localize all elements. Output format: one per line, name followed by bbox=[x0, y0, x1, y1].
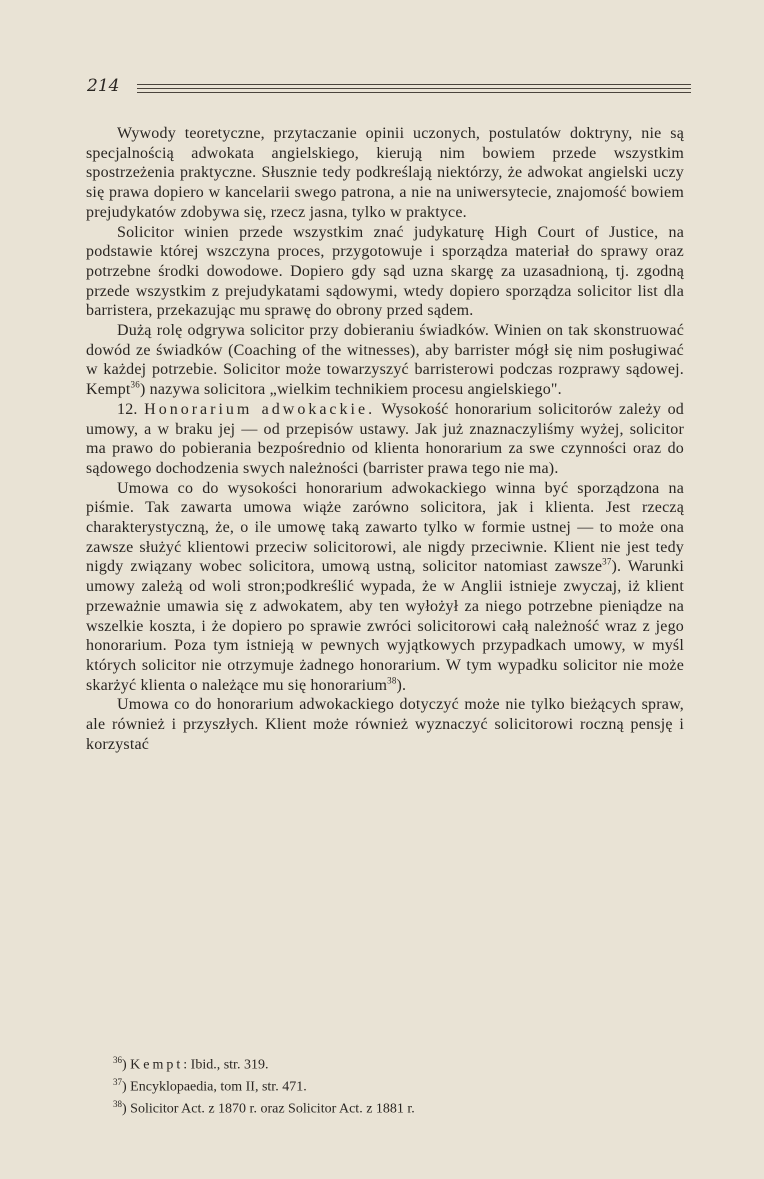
footnote: $^{37}$) Encyklopaedia, tom II, str. 471. bbox=[113, 1077, 307, 1095]
footnote-text: : Ibid., str. 319. bbox=[183, 1057, 269, 1073]
page-header bbox=[87, 76, 691, 96]
paragraph-text: ). Warunki umowy zależą od woli stron;podkreślić wypada, że w Anglii istnieje zwyczaj, iż klient przeważnie umawia się z adwokatem, aby ten wyłożył za niego potrzebne pieniądze na wszelkie koszta, i że dopiero po sprawie zwróci solicitorowi całą należność wraz z jego honorarium. Poza tym istnieją w pewnych wyjątkowych przypadkach umowy, w myśl których solicitor nie otrzymuje żadnego honorarium. W tym wypadku solicitor nie może skarżyć klienta o należące mu się honorarium bbox=[86, 558, 684, 694]
paragraph: Solicitor winien przede wszystkim znać judykaturę High Court of Justice, na podstawie której wszczyna proces, przygotowuje i sporządza materiał do sprawy oraz potrzebne środki dowodowe. Dopiero gdy sąd uzna skargę za uzasadnioną, tj. zgodną przede wszystkim z prejudykatami sądowymi, wtedy dopiero sporządza solicitor list dla barristera, przekazując mu sprawę do obrony przed sądem. bbox=[86, 223, 684, 320]
footnote-ref: 36 bbox=[130, 379, 140, 390]
paragraph bbox=[86, 400, 684, 479]
paragraph-text: Wysokość honorarium solicitorów zależy od umowy, a w braku jej — od przepisów ustawy. Jak już znaznaczyliśmy wyżej, solicitor ma prawo do pobierania bezpośrednio od klienta honorarium za swe czynności oraz do sądowego dochodzenia swych należności (barrister prawa tego nie ma). bbox=[86, 400, 684, 477]
paragraph-text: Dużą rolę odgrywa solicitor przy dobieraniu świadków. Winien on tak skonstruować dowód ze świadków (Coaching of the witnesses), aby barrister mógł się nim posługiwać w każdej potrzebie. Solicitor może towarzyszyć barristerowi podczas rozprawy sądowej. Kempt bbox=[86, 322, 684, 399]
footnotes bbox=[86, 1052, 686, 1118]
footnote-author: Kempt bbox=[130, 1057, 184, 1073]
header-rule bbox=[137, 92, 691, 93]
section-number: 12. bbox=[117, 400, 138, 418]
paragraph: Wywody teoretyczne, przytaczanie opinii uczonych, postulatów doktryny, nie są specjalnością adwokata angielskiego, kierują nim bowiem przede wszystkim spostrzeżenia praktyczne. Słusznie tedy podkreślają niektórzy, że adwokat angielski uczy się prawa dopiero w kancelarii swego patrona, a nie na uniwersytecie, znajomość bowiem prejudykatów zdobywa się, rzecz jasna, tylko w praktyce. bbox=[86, 125, 684, 221]
footnote: $^{36}$) Kempt: Ibid., str. 319. bbox=[113, 1055, 269, 1073]
footnote-text: Solicitor Act. z 1870 r. oraz Solicitor Act. z 1881 r. bbox=[130, 1101, 415, 1117]
header-rule bbox=[137, 88, 691, 89]
header-rule bbox=[137, 84, 691, 85]
footnote-text: Encyklopaedia, tom II, str. 471. bbox=[130, 1079, 307, 1095]
page-number: 214 bbox=[87, 76, 120, 96]
footnote-ref: 38 bbox=[387, 675, 397, 686]
footnote-mark: 36 bbox=[113, 1055, 122, 1065]
paragraph: Umowa co do honorarium adwokackiego dotyczyć może nie tylko bieżących spraw, ale również i przyszłych. Klient może również wyznaczyć solicitorowi roczną pensję i korzystać bbox=[86, 696, 684, 753]
paragraph bbox=[86, 321, 684, 400]
paragraph-text: ). bbox=[396, 676, 407, 694]
footnote-ref: 37 bbox=[602, 557, 612, 568]
paragraph-text: Umowa co do wysokości honorarium adwokackiego winna być sporządzona na piśmie. Tak zawarta umowa wiąże zarówno solicitora, jak i klienta. Jest rzeczą charakterystyczną, że, o ile umowę taką zawarto tylko w formie ustnej — to może ona zawsze służyć klientowi przeciw solicitorowi, ale nigdy przeciwnie. Klient nie jest tedy nigdy związany wobec solicitora, umową ustną, solicitor natomiast zawsze bbox=[86, 479, 684, 576]
section-heading: Honorarium adwokackie. bbox=[144, 400, 376, 418]
footnote-mark: 37 bbox=[113, 1077, 122, 1088]
footnote: $^{38}$) Solicitor Act. z 1870 r. oraz Solicitor Act. z 1881 r. bbox=[113, 1099, 415, 1117]
paragraph-text: ) nazywa solicitora „wielkim technikiem procesu angielskiego". bbox=[139, 381, 562, 399]
paragraph bbox=[86, 479, 684, 696]
body-text bbox=[86, 124, 684, 755]
footnote-mark: 38 bbox=[113, 1099, 122, 1110]
